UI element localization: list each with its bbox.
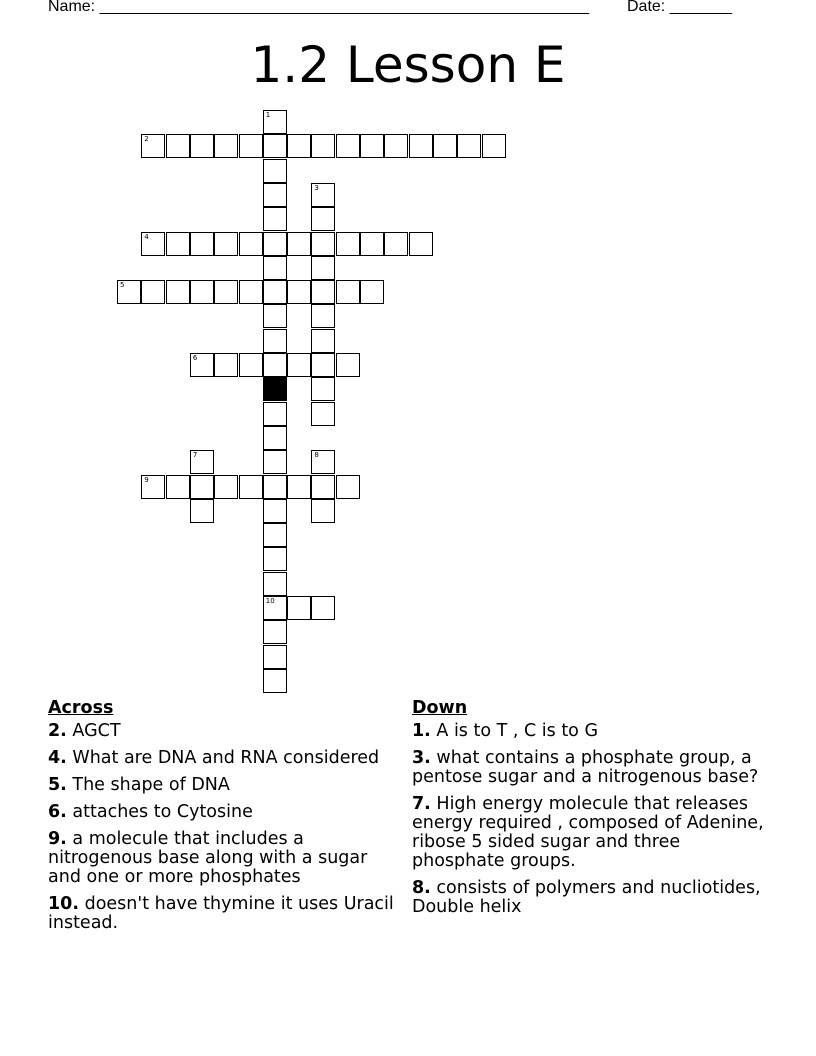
grid-cell[interactable] [263,620,287,644]
clue-down-7: 7. High energy molecule that releases energy required , composed of Adenine, ribose 5 sided sugar and three phosphate groups. [412,794,764,871]
grid-cell[interactable] [287,353,311,377]
grid-cell[interactable] [166,232,190,256]
grid-cell[interactable] [263,645,287,669]
clue-across-5: 5. The shape of DNA [48,775,230,795]
clue-number: 5 [120,281,125,290]
grid-cell[interactable] [263,426,287,450]
grid-cell[interactable] [141,475,165,499]
grid-cell[interactable] [263,207,287,231]
clue-number: 8 [314,451,319,460]
grid-cell[interactable] [214,232,238,256]
clue-across-6: 6. attaches to Cytosine [48,802,253,822]
grid-cell[interactable] [311,329,335,353]
grid-cell[interactable] [190,475,214,499]
date-field-line[interactable]: Date: _______ [627,0,732,15]
grid-cell[interactable] [190,499,214,523]
clue-down-1: 1. A is to T , C is to G [412,721,599,741]
clue-down-3: 3. what contains a phosphate group, a pentose sugar and a nitrogenous base? [412,748,759,787]
grid-cell[interactable] [263,572,287,596]
grid-cell[interactable] [311,232,335,256]
clue-number: 3 [314,183,319,192]
grid-cell[interactable] [311,207,335,231]
grid-cell[interactable] [409,134,433,158]
grid-cell[interactable] [263,110,287,134]
grid-cell[interactable] [311,353,335,377]
grid-cell[interactable] [166,475,190,499]
across-heading: Across [48,698,114,718]
grid-cell[interactable] [311,304,335,328]
grid-cell[interactable] [360,232,384,256]
across-clues [48,699,403,941]
down-heading: Down [412,698,468,718]
grid-cell[interactable] [287,134,311,158]
grid-cell[interactable] [214,353,238,377]
grid-cell[interactable] [239,134,263,158]
grid-cell[interactable] [190,280,214,304]
grid-cell[interactable] [336,134,360,158]
grid-cell[interactable] [190,134,214,158]
grid-cell[interactable] [384,134,408,158]
clue-across-2: 2. AGCT [48,721,121,741]
grid-cell[interactable] [360,134,384,158]
clue-number: 9 [144,475,149,484]
grid-block-cell [263,377,287,401]
grid-cell[interactable] [482,134,506,158]
grid-cell[interactable] [336,232,360,256]
clue-number: 10 [265,597,275,605]
grid-cell[interactable] [384,232,408,256]
grid-cell[interactable] [311,377,335,401]
clue-across-10: 10. doesn't have thymine it uses Uracil instead. [48,894,394,933]
clue-across-9: 9. a molecule that includes a nitrogenous base along with a sugar and one or more phosphates [48,829,368,887]
grid-cell[interactable] [263,280,287,304]
grid-cell[interactable] [311,596,335,620]
grid-cell[interactable] [117,280,141,304]
grid-cell[interactable] [263,669,287,693]
grid-cell[interactable] [263,402,287,426]
grid-cell[interactable] [263,134,287,158]
clue-number: 6 [192,354,198,362]
grid-cell[interactable] [190,353,214,377]
grid-cell[interactable] [190,232,214,256]
grid-cell[interactable] [263,304,287,328]
page-title: 1.2 Lesson E [250,36,566,94]
grid-cell[interactable] [263,523,287,547]
grid-cell[interactable] [263,159,287,183]
grid-cell[interactable] [214,280,238,304]
name-field-line[interactable]: Name: _______________________________________________________ [48,0,589,15]
grid-cell[interactable] [239,353,263,377]
grid-cell[interactable] [166,280,190,304]
clue-down-8: 8. consists of polymers and nucliotides, Double helix [412,878,761,917]
clue-number: 1 [265,111,271,119]
grid-cell[interactable] [166,134,190,158]
grid-cell[interactable] [311,134,335,158]
clue-number: 2 [144,135,149,144]
grid-cell[interactable] [287,475,311,499]
grid-cell[interactable] [311,450,335,474]
grid-cell[interactable] [214,134,238,158]
grid-cell[interactable] [239,280,263,304]
grid-cell[interactable] [360,280,384,304]
grid-cell[interactable] [311,256,335,280]
clue-number: 4 [144,232,149,241]
grid-cell[interactable] [433,134,457,158]
grid-cell[interactable] [263,547,287,571]
grid-cell[interactable] [336,353,360,377]
grid-cell[interactable] [409,232,433,256]
grid-cell[interactable] [214,475,238,499]
grid-cell[interactable] [263,499,287,523]
grid-cell[interactable] [311,499,335,523]
grid-cell[interactable] [263,232,287,256]
grid-cell[interactable] [287,232,311,256]
grid-cell[interactable] [311,280,335,304]
down-clues [412,699,772,925]
grid-cell[interactable] [190,450,214,474]
grid-cell[interactable] [311,475,335,499]
grid-cell[interactable] [263,329,287,353]
clue-number: 7 [192,451,198,460]
grid-cell[interactable] [311,183,335,207]
grid-cell[interactable] [263,353,287,377]
grid-cell[interactable] [287,280,311,304]
grid-cell[interactable] [141,134,165,158]
grid-cell[interactable] [457,134,481,158]
grid-cell[interactable] [263,183,287,207]
grid-cell[interactable] [336,475,360,499]
grid-cell[interactable] [263,450,287,474]
grid-cell[interactable] [239,475,263,499]
grid-cell[interactable] [263,596,287,620]
grid-cell[interactable] [263,256,287,280]
grid-cell[interactable] [141,232,165,256]
grid-cell[interactable] [263,475,287,499]
grid-cell[interactable] [287,596,311,620]
grid-cell[interactable] [141,280,165,304]
clue-across-4: 4. What are DNA and RNA considered [48,748,380,768]
grid-cell[interactable] [311,402,335,426]
grid-cell[interactable] [239,232,263,256]
grid-cell[interactable] [336,280,360,304]
